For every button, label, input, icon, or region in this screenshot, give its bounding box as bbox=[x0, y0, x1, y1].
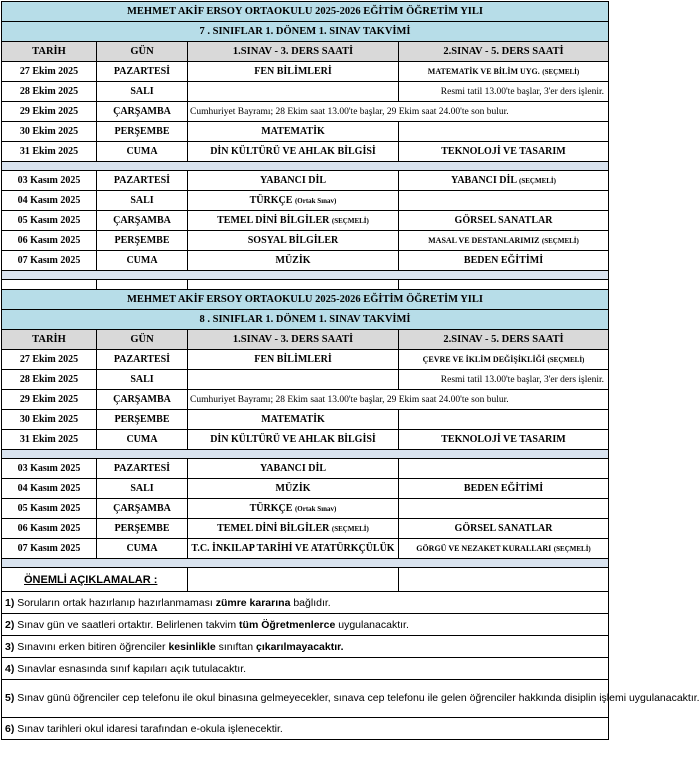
table-row bbox=[2, 370, 609, 390]
exam1-cell bbox=[188, 82, 399, 102]
exam1-cell: TEMEL DİNİ BİLGİLER (SEÇMELİ) bbox=[188, 211, 399, 231]
exam1-cell: DİN KÜLTÜRÜ VE AHLAK BİLGİSİ bbox=[188, 142, 399, 162]
col-date: TARİH bbox=[2, 42, 97, 62]
holiday-note: Cumhuriyet Bayramı; 28 Ekim saat 13.00'te başlar, 29 Ekim saat 24.00'te son bulur. bbox=[188, 390, 609, 410]
day-cell: PERŞEMBE bbox=[97, 231, 188, 251]
date-cell: 27 Ekim 2025 bbox=[2, 350, 97, 370]
exam1-cell: MATEMATİK bbox=[188, 410, 399, 430]
exam2-cell: ÇEVRE VE İKLİM DEĞİŞİKLİĞİ (SEÇMELİ) bbox=[399, 350, 609, 370]
day-cell: CUMA bbox=[97, 142, 188, 162]
date-cell: 28 Ekim 2025 bbox=[2, 370, 97, 390]
column-header-row bbox=[2, 42, 609, 62]
col-exam2: 2.SINAV - 5. DERS SAATİ bbox=[399, 42, 609, 62]
section-separator bbox=[2, 271, 609, 280]
school-title: MEHMET AKİF ERSOY ORTAOKULU 2025-2026 EĞİTİM ÖĞRETİM YILI bbox=[2, 2, 609, 22]
grade8-title: 8 . SINIFLAR 1. DÖNEM 1. SINAV TAKVİMİ bbox=[2, 310, 609, 330]
date-cell: 04 Kasım 2025 bbox=[2, 479, 97, 499]
table-row bbox=[2, 62, 609, 82]
day-cell: ÇARŞAMBA bbox=[97, 102, 188, 122]
col-exam1: 1.SINAV - 3. DERS SAATİ bbox=[188, 42, 399, 62]
date-cell: 31 Ekim 2025 bbox=[2, 430, 97, 450]
exam1-cell: MATEMATİK bbox=[188, 122, 399, 142]
table-row bbox=[2, 539, 609, 559]
day-cell: PAZARTESİ bbox=[97, 459, 188, 479]
date-cell: 31 Ekim 2025 bbox=[2, 142, 97, 162]
date-cell: 07 Kasım 2025 bbox=[2, 539, 97, 559]
exam1-cell: YABANCI DİL bbox=[188, 171, 399, 191]
note-item: 6) Sınav tarihleri okul idaresi tarafından e-okula işlenecektir. bbox=[2, 718, 609, 740]
grade7-title: 7 . SINIFLAR 1. DÖNEM 1. SINAV TAKVİMİ bbox=[2, 22, 609, 42]
day-cell: SALI bbox=[97, 370, 188, 390]
exam2-cell: TEKNOLOJİ VE TASARIM bbox=[399, 142, 609, 162]
date-cell: 05 Kasım 2025 bbox=[2, 499, 97, 519]
table-row bbox=[2, 231, 609, 251]
date-cell: 04 Kasım 2025 bbox=[2, 191, 97, 211]
note-item: 5) Sınav günü öğrenciler cep telefonu ile okul binasına gelmeyecekler, sınava cep telefonu ile gelen öğrenciler hakkında disiplin işlemi uygulanacaktır. bbox=[2, 680, 609, 718]
exam2-cell: MATEMATİK VE BİLİM UYG. (SEÇMELİ) bbox=[399, 62, 609, 82]
date-cell: 07 Kasım 2025 bbox=[2, 251, 97, 271]
schedule-table bbox=[1, 1, 700, 740]
table-row bbox=[2, 410, 609, 430]
table-row bbox=[2, 350, 609, 370]
col-date: TARİH bbox=[2, 330, 97, 350]
table-row bbox=[2, 499, 609, 519]
table-row bbox=[2, 82, 609, 102]
exam2-cell: MASAL VE DESTANLARIMIZ (SEÇMELİ) bbox=[399, 231, 609, 251]
date-cell: 28 Ekim 2025 bbox=[2, 82, 97, 102]
table-row bbox=[2, 390, 609, 410]
exam1-cell: TÜRKÇE (Ortak Sınav) bbox=[188, 191, 399, 211]
day-cell: PERŞEMBE bbox=[97, 122, 188, 142]
table-row bbox=[2, 102, 609, 122]
exam1-cell: FEN BİLİMLERİ bbox=[188, 62, 399, 82]
day-cell: ÇARŞAMBA bbox=[97, 499, 188, 519]
week-separator bbox=[2, 450, 609, 459]
date-cell: 06 Kasım 2025 bbox=[2, 231, 97, 251]
school-title: MEHMET AKİF ERSOY ORTAOKULU 2025-2026 EĞİTİM ÖĞRETİM YILI bbox=[2, 290, 609, 310]
table-row bbox=[2, 251, 609, 271]
col-exam1: 1.SINAV - 3. DERS SAATİ bbox=[188, 330, 399, 350]
notes-title-row bbox=[2, 568, 609, 592]
date-cell: 27 Ekim 2025 bbox=[2, 62, 97, 82]
day-cell: PERŞEMBE bbox=[97, 519, 188, 539]
exam1-cell: MÜZİK bbox=[188, 251, 399, 271]
exam1-cell: SOSYAL BİLGİLER bbox=[188, 231, 399, 251]
exam2-cell bbox=[399, 499, 609, 519]
exam1-cell bbox=[188, 370, 399, 390]
holiday-note: Resmi tatil 13.00'te başlar, 3'er ders işlenir. bbox=[399, 82, 609, 102]
section-separator bbox=[2, 559, 609, 568]
exam1-cell: MÜZİK bbox=[188, 479, 399, 499]
date-cell: 03 Kasım 2025 bbox=[2, 171, 97, 191]
exam1-cell: T.C. İNKILAP TARİHİ VE ATATÜRKÇÜLÜK bbox=[188, 539, 399, 559]
exam2-cell bbox=[399, 191, 609, 211]
day-cell: PERŞEMBE bbox=[97, 410, 188, 430]
day-cell: CUMA bbox=[97, 430, 188, 450]
table-row bbox=[2, 211, 609, 231]
col-exam2: 2.SINAV - 5. DERS SAATİ bbox=[399, 330, 609, 350]
note-item: 4) Sınavlar esnasında sınıf kapıları açık tutulacaktır. bbox=[2, 658, 609, 680]
table-row bbox=[2, 479, 609, 499]
note-item: 1) Soruların ortak hazırlanıp hazırlanmaması zümre kararına bağlıdır. bbox=[2, 592, 609, 614]
table-row bbox=[2, 191, 609, 211]
date-cell: 03 Kasım 2025 bbox=[2, 459, 97, 479]
exam2-cell bbox=[399, 410, 609, 430]
week-separator bbox=[2, 162, 609, 171]
exam1-cell: DİN KÜLTÜRÜ VE AHLAK BİLGİSİ bbox=[188, 430, 399, 450]
day-cell: PAZARTESİ bbox=[97, 350, 188, 370]
exam2-cell: TEKNOLOJİ VE TASARIM bbox=[399, 430, 609, 450]
spacer-row bbox=[2, 280, 609, 290]
day-cell: ÇARŞAMBA bbox=[97, 390, 188, 410]
day-cell: PAZARTESİ bbox=[97, 62, 188, 82]
exam2-cell: GÖRGÜ VE NEZAKET KURALLARI (SEÇMELİ) bbox=[399, 539, 609, 559]
day-cell: SALI bbox=[97, 82, 188, 102]
col-day: GÜN bbox=[97, 330, 188, 350]
col-day: GÜN bbox=[97, 42, 188, 62]
table-row bbox=[2, 171, 609, 191]
day-cell: SALI bbox=[97, 191, 188, 211]
exam1-cell: YABANCI DİL bbox=[188, 459, 399, 479]
exam2-cell bbox=[399, 459, 609, 479]
note-item: 3) Sınavını erken bitiren öğrenciler kesinlikle sınıftan çıkarılmayacaktır. bbox=[2, 636, 609, 658]
date-cell: 30 Ekim 2025 bbox=[2, 122, 97, 142]
table-row bbox=[2, 122, 609, 142]
table-row bbox=[2, 459, 609, 479]
day-cell: ÇARŞAMBA bbox=[97, 211, 188, 231]
exam2-cell: YABANCI DİL (SEÇMELİ) bbox=[399, 171, 609, 191]
table-row bbox=[2, 142, 609, 162]
exam-schedule-sheet bbox=[1, 1, 700, 740]
date-cell: 29 Ekim 2025 bbox=[2, 390, 97, 410]
day-cell: CUMA bbox=[97, 251, 188, 271]
date-cell: 05 Kasım 2025 bbox=[2, 211, 97, 231]
holiday-note: Resmi tatil 13.00'te başlar, 3'er ders işlenir. bbox=[399, 370, 609, 390]
date-cell: 06 Kasım 2025 bbox=[2, 519, 97, 539]
column-header-row bbox=[2, 330, 609, 350]
exam2-cell bbox=[399, 122, 609, 142]
exam1-cell: FEN BİLİMLERİ bbox=[188, 350, 399, 370]
holiday-note: Cumhuriyet Bayramı; 28 Ekim saat 13.00'te başlar, 29 Ekim saat 24.00'te son bulur. bbox=[188, 102, 609, 122]
note-item: 2) Sınav gün ve saatleri ortaktır. Belirlenen takvim tüm Öğretmenlerce uygulanacaktır. bbox=[2, 614, 609, 636]
exam2-cell: GÖRSEL SANATLAR bbox=[399, 519, 609, 539]
exam2-cell: BEDEN EĞİTİMİ bbox=[399, 479, 609, 499]
exam2-cell: BEDEN EĞİTİMİ bbox=[399, 251, 609, 271]
date-cell: 30 Ekim 2025 bbox=[2, 410, 97, 430]
exam1-cell: TEMEL DİNİ BİLGİLER (SEÇMELİ) bbox=[188, 519, 399, 539]
table-row bbox=[2, 519, 609, 539]
table-row bbox=[2, 430, 609, 450]
notes-title: ÖNEMLİ AÇIKLAMALAR : bbox=[2, 568, 188, 592]
day-cell: SALI bbox=[97, 479, 188, 499]
exam1-cell: TÜRKÇE (Ortak Sınav) bbox=[188, 499, 399, 519]
exam2-cell: GÖRSEL SANATLAR bbox=[399, 211, 609, 231]
date-cell: 29 Ekim 2025 bbox=[2, 102, 97, 122]
day-cell: PAZARTESİ bbox=[97, 171, 188, 191]
day-cell: CUMA bbox=[97, 539, 188, 559]
